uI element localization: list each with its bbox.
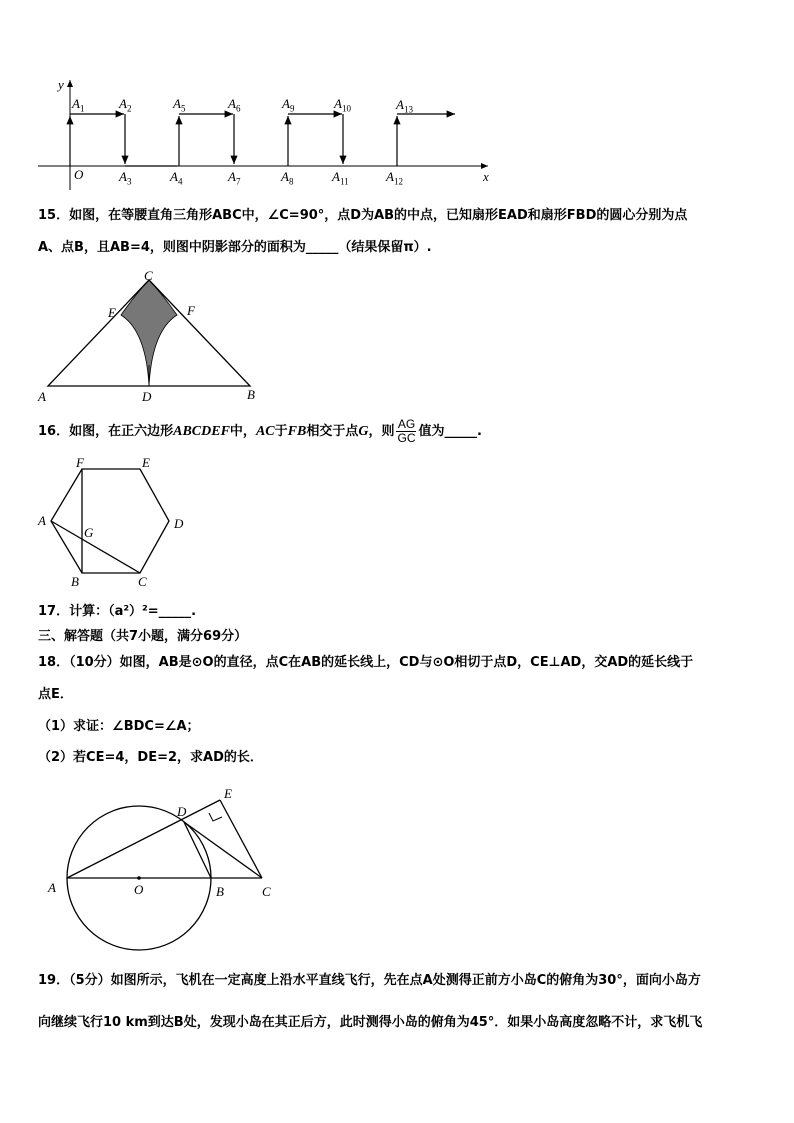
q16-label-e: E <box>142 455 150 470</box>
label-a2: $A_2$ <box>119 96 132 114</box>
q16-frac-numerator: AG <box>397 417 416 431</box>
hexagon-diagram <box>0 465 794 585</box>
q15-label-e: E <box>108 305 116 320</box>
q15-label-d: D <box>142 389 152 404</box>
q16-text-mid3: 相交于点 <box>306 424 359 439</box>
q16-label-b: B <box>71 574 79 589</box>
label-a12: $A_{12}$ <box>386 169 403 187</box>
line-ec <box>220 800 262 878</box>
q16-number: 16． <box>38 424 70 439</box>
right-angle-mark <box>209 813 222 821</box>
q16-g: G <box>358 424 369 439</box>
q16-label-f: F <box>76 455 84 470</box>
origin-label: O <box>74 167 84 182</box>
line-dc <box>184 822 262 878</box>
q15-line2 <box>38 239 432 257</box>
q15-text-1: 如图，在等腰直角三角形ABC中，∠C=90°，点D为AB的中点，已知扇形EAD和扇形FBD的圆心分别为点 <box>69 208 688 223</box>
q18-number: 18． <box>38 655 70 670</box>
q16-fraction <box>396 418 416 445</box>
q18-text-2: 点E． <box>38 687 73 702</box>
q16-text-mid4: ，则 <box>368 424 395 439</box>
q16-label-c: C <box>138 574 147 589</box>
q16-text-mid2: 于 <box>274 424 288 439</box>
label-a1: $A_1$ <box>72 96 85 114</box>
q15-label-f: F <box>187 303 195 318</box>
q17-line <box>38 603 196 621</box>
q19-number: 19． <box>38 973 70 988</box>
label-a9: $A_9$ <box>282 96 295 114</box>
y-axis-label: y <box>58 77 64 92</box>
label-a5: $A_5$ <box>173 96 186 114</box>
q15-label-c: C <box>144 268 153 283</box>
q17-number: 17． <box>38 604 70 619</box>
q18-subquestion-1: （1）求证：∠BDC=∠A； <box>38 719 200 734</box>
q18-label-e: E <box>224 786 232 801</box>
q18-label-b: B <box>216 884 224 899</box>
section3-title: 三、解答题（共7小题，满分69分） <box>38 629 248 644</box>
label-a7: $A_7$ <box>228 169 241 187</box>
label-a11: $A_{11}$ <box>332 169 349 187</box>
hexagon <box>51 469 169 573</box>
q15-number: 15． <box>38 208 70 223</box>
q16-frac-denominator: GC <box>397 431 416 445</box>
q18-sub1 <box>38 718 200 736</box>
q16-text-pre: 如图，在正六边形 <box>69 424 174 439</box>
label-a3: $A_3$ <box>119 169 132 187</box>
q15-line1 <box>38 207 687 225</box>
q18-line1 <box>38 654 693 672</box>
circle-diagram <box>0 780 794 960</box>
q18-sub2 <box>38 749 263 767</box>
q16-hexagon-name: ABCDEF <box>173 424 230 439</box>
line-db <box>184 822 211 878</box>
q16-line <box>38 417 482 447</box>
q16-text-post: 值为_____. <box>418 424 482 439</box>
q18-label-d: D <box>177 804 187 819</box>
q16-label-g: G <box>84 525 94 540</box>
section-heading <box>38 628 247 646</box>
label-a10: $A_{10}$ <box>334 96 351 114</box>
label-a6: $A_6$ <box>228 96 241 114</box>
q18-label-a: A <box>48 880 56 895</box>
q19-text-2: 向继续飞行10 km到达B处，发现小岛在其正后方，此时测得小岛的俯角为45°．如果小岛高度忽略不计，求飞机飞 <box>38 1015 703 1030</box>
center-point <box>137 876 141 880</box>
segment-ac <box>51 521 140 573</box>
label-a4: $A_4$ <box>170 169 183 187</box>
q15-label-b: B <box>247 387 255 402</box>
q18-text-1: （10分）如图，AB是⊙O的直径，点C在AB的延长线上，CD与⊙O相切于点D，CE⊥AD，交AD的延长线于 <box>69 655 694 670</box>
q18-label-c: C <box>262 884 271 899</box>
q17-text: 计算：（a²）²=_____. <box>69 604 197 619</box>
q15-label-a: A <box>38 389 46 404</box>
q16-fb: FB <box>287 424 307 439</box>
x-axis-label: x <box>483 169 489 184</box>
q19-line1 <box>38 972 701 990</box>
label-a13: $A_{13}$ <box>396 97 413 115</box>
line-ae <box>67 800 220 878</box>
triangle-diagram <box>0 265 794 415</box>
q18-label-o: O <box>134 882 144 897</box>
q16-label-a: A <box>38 513 46 528</box>
q19-line2 <box>38 1014 702 1032</box>
q16-text-mid1: 中， <box>229 424 256 439</box>
q19-text-1: （5分）如图所示，飞机在一定高度上沿水平直线飞行，先在点A处测得正前方小岛C的俯角为30°，面向小岛方 <box>69 973 701 988</box>
label-a8: $A_8$ <box>281 169 294 187</box>
q16-label-d: D <box>174 516 184 531</box>
q16-ac: AC <box>255 424 275 439</box>
q18-line2 <box>38 686 73 704</box>
q15-text-2: A、点B，且AB=4，则图中阴影部分的面积为_____（结果保留π）. <box>38 240 432 255</box>
q18-subquestion-2: （2）若CE=4，DE=2，求AD的长． <box>38 750 263 765</box>
